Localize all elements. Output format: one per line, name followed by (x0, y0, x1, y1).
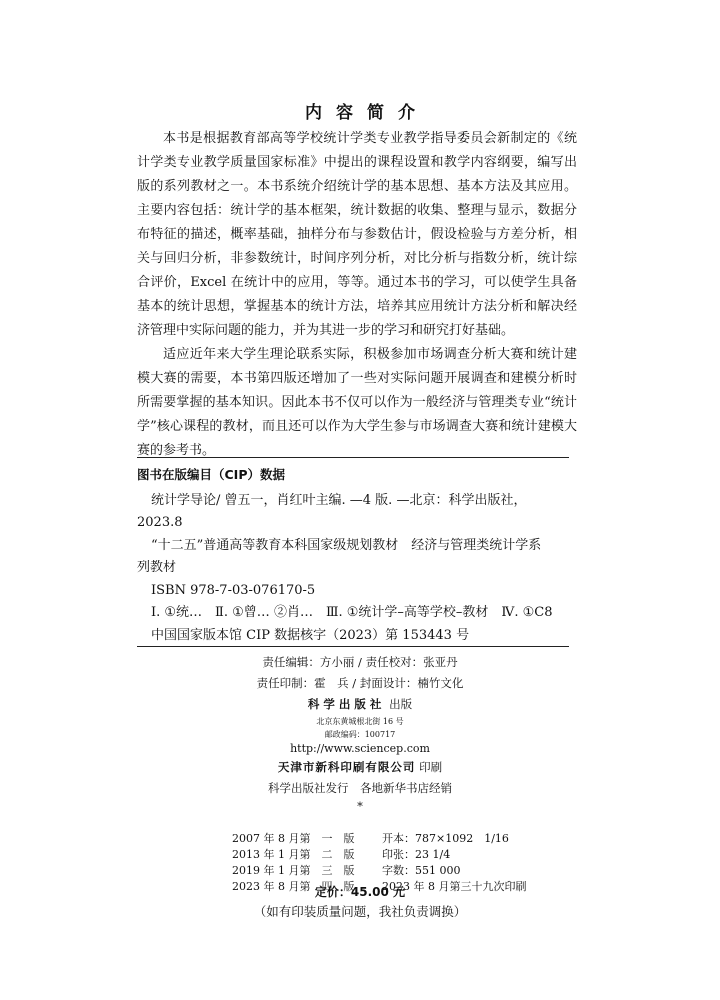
publisher-address: 北京东黄城根北街 16 号 (316, 717, 404, 726)
printer-line (0, 757, 720, 778)
edition-info: 2023 年 8 月第三十九次印刷 (382, 880, 527, 893)
divider-bottom (137, 646, 569, 647)
summary-paragraph: 本书是根据教育部高等学校统计学类专业教学指导委员会新制定的《统计学类专业教学质量国家标准》中提出的课程设置和教学内容纲要，编写出版的系列教材之一。本书系统介绍统计学的基本思想、基本方法及其应用。主要内容包括：统计学的基本框架，统计数据的收集、整理与显示，数据分布特征的描述，概率基础，抽样分布与参数估计，假设检验与方差分析，相关与回归分析，非参数统计，时间序列分析，对比分析与指数分析，统计综合评价，Excel 在统计中的应用，等等。通过本书的学习，可以使学生具备基本的统计思想，掌握基本的统计方法，培养其应用统计方法分析和解决经济管理中实际问题的能力，并为其进一步的学习和研究打好基础。 (137, 131, 577, 338)
cip-isbn: ISBN 978-7-03-076170-5 (151, 582, 316, 598)
edition-row (232, 847, 532, 863)
printing-line: 责任印制：霍 兵 / 封面设计：楠竹文化 (256, 676, 464, 690)
printer-suffix: 印刷 (419, 760, 443, 774)
cip-block (137, 464, 569, 647)
divider-top (137, 457, 569, 458)
publisher-url: http://www.sciencep.com (290, 742, 430, 755)
edition-info: 开本：787×1092 1/16 (382, 832, 509, 845)
edition-date: 2023 年 8 月第 四 版 (232, 880, 355, 893)
edition-date: 2013 年 1 月第 二 版 (232, 848, 355, 861)
printer-name: 天津市新科印刷有限公司 (277, 760, 416, 774)
edition-row (232, 863, 532, 879)
summary-title: 内容简介 (305, 103, 429, 123)
edition-row (232, 831, 532, 847)
cip-title-line: 统计学导论/ 曾五一，肖红叶主编. —4 版. —北京：科学出版社， (151, 492, 527, 508)
editors-line: 责任编辑：方小丽 / 责任校对：张亚丹 (262, 655, 458, 669)
summary-paragraph: 适应近年来大学生理论联系实际，积极参加市场调查分析大赛和统计建模大赛的需要，本书第四版还增加了一些对实际问题开展调查和建模分析时所需要掌握的基本知识。因此本书不仅可以作为一般经济与管理类专业“统计学”核心课程的教材，而且还可以作为大学生参与市场调查大赛和统计建模大赛的参考书。 (137, 347, 577, 458)
cip-heading: 图书在版编目（CIP）数据 (137, 467, 285, 482)
edition-date: 2007 年 8 月第 一 版 (232, 832, 355, 845)
price: 定价：45.00 元 (314, 885, 406, 899)
publisher-postcode: 邮政编码：100717 (324, 730, 396, 739)
distribution-line: 科学出版社发行 各地新华书店经销 (268, 781, 452, 795)
publisher-suffix: 出版 (389, 697, 413, 711)
credits-block (0, 652, 720, 813)
separator-star: * (357, 799, 363, 813)
cip-series-line-cont: 列教材 (137, 560, 177, 575)
edition-date: 2019 年 1 月第 三 版 (232, 864, 355, 877)
quality-note: （如有印装质量问题，我社负责调换） (253, 904, 467, 919)
cip-title-line-cont: 2023.8 (137, 515, 183, 530)
cip-number: 中国国家版本馆 CIP 数据核字（2023）第 153443 号 (151, 627, 470, 643)
edition-info: 字数：551 000 (382, 864, 461, 877)
edition-info: 印张：23 1/4 (382, 848, 451, 861)
summary-body (137, 127, 577, 463)
publisher-logo-text: 科学出版社 (307, 697, 386, 711)
cip-classification: Ⅰ. ①统… Ⅱ. ①曾… ②肖… Ⅲ. ①统计学–高等学校–教材 Ⅳ. ①C8 (151, 605, 553, 620)
cip-series-line: “十二五”普通高等教育本科国家级规划教材 经济与管理类统计学系 (151, 537, 542, 553)
publisher-line (0, 694, 720, 715)
